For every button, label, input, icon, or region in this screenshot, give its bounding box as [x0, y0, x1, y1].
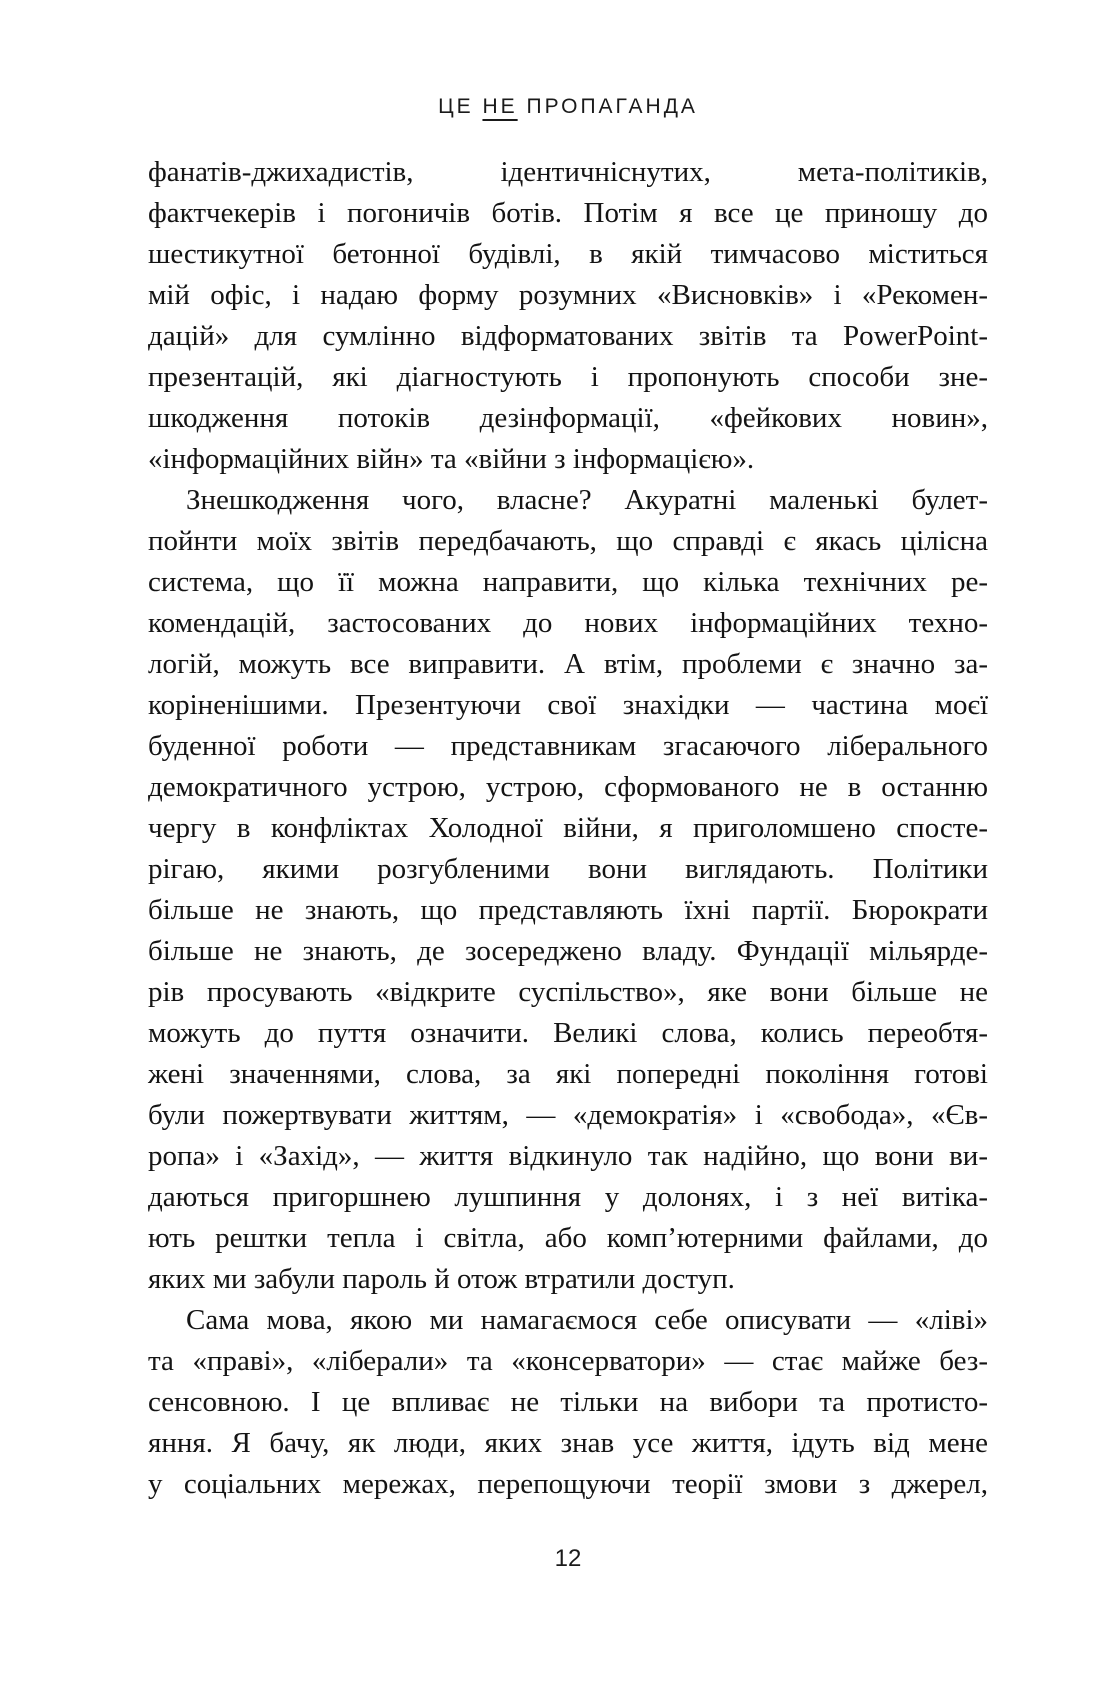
- text-line: рів просувають «відкрите суспільство», яке вони більше не: [148, 976, 988, 1008]
- text-line: фанатів-джихадистів, ідентичніснутих, мета-політиків,: [148, 156, 988, 188]
- text-line: більше не знають, що представляють їхні партії. Бюрократи: [148, 894, 988, 926]
- text-line: чергу в конфліктах Холодної війни, я приголомшено спосте-: [148, 812, 988, 844]
- text-line: «інформаційних війн» та «війни з інформацією».: [148, 443, 755, 475]
- running-head-underlined: НЕ: [482, 95, 518, 118]
- body-text: [148, 152, 988, 1505]
- running-head: [148, 95, 988, 119]
- text-line: яких ми забули пароль й отож втратили доступ.: [148, 1263, 735, 1295]
- text-line: мій офіс, і надаю форму розумних «Висновків» і «Рекомен-: [148, 279, 988, 311]
- text-line: можуть до пуття означити. Великі слова, колись переобтя-: [148, 1017, 988, 1049]
- text-line: коріненішими. Презентуючи свої знахідки — частина моєї: [148, 689, 988, 721]
- text-line: система, що її можна направити, що кілька технічних ре-: [148, 566, 988, 598]
- text-line: були пожертвувати життям, — «демократія» і «свобода», «Єв-: [148, 1099, 988, 1131]
- text-line: логій, можуть все виправити. А втім, проблеми є значно за-: [148, 648, 988, 680]
- text-line: рігаю, якими розгубленими вони виглядають. Політики: [148, 853, 988, 885]
- text-line: яння. Я бачу, як люди, яких знав усе життя, ідуть від мене: [148, 1427, 988, 1459]
- text-line: даються пригоршнею лушпиння у долонях, і з неї витіка-: [148, 1181, 988, 1213]
- page-number: 12: [554, 1545, 582, 1572]
- text-line: шкодження потоків дезінформації, «фейкових новин»,: [148, 402, 988, 434]
- text-line: жені значеннями, слова, за які попередні покоління готові: [148, 1058, 988, 1090]
- text-line: демократичного устрою, устрою, сформованого не в останню: [148, 771, 988, 803]
- text-line: дацій» для сумлінно відформатованих звітів та PowerPoint-: [148, 320, 988, 352]
- text-line: ють рештки тепла і світла, або комп’ютерними файлами, до: [148, 1222, 988, 1254]
- text-line: у соціальних мережах, перепощуючи теорії змови з джерел,: [148, 1468, 988, 1500]
- text-line: комендацій, застосованих до нових інформаційних техно-: [148, 607, 988, 639]
- text-line: ропа» і «Захід», — життя відкинуло так надійно, що вони ви-: [148, 1140, 988, 1172]
- text-line: сенсовною. І це впливає не тільки на вибори та протисто-: [148, 1386, 988, 1418]
- text-line: фактчекерів і погоничів ботів. Потім я все це приношу до: [148, 197, 988, 229]
- text-line: шестикутної бетонної будівлі, в якій тимчасово міститься: [148, 238, 988, 270]
- running-head-post: ПРОПАГАНДА: [526, 95, 698, 118]
- text-line: Знешкодження чого, власне? Акуратні маленькі булет-: [186, 484, 988, 516]
- running-head-pre: ЦЕ: [438, 95, 474, 118]
- text-line: більше не знають, де зосереджено владу. Фундації мільярде-: [148, 935, 988, 967]
- text-line: Сама мова, якою ми намагаємося себе описувати — «ліві»: [186, 1304, 988, 1336]
- text-line: пойнти моїх звітів передбачають, що справді є якась цілісна: [148, 525, 988, 557]
- text-line: буденної роботи — представникам згасаючого ліберального: [148, 730, 988, 762]
- text-line: та «праві», «ліберали» та «консерватори» — стає майже без-: [148, 1345, 988, 1377]
- text-line: презентацій, які діагностують і пропонують способи зне-: [148, 361, 988, 393]
